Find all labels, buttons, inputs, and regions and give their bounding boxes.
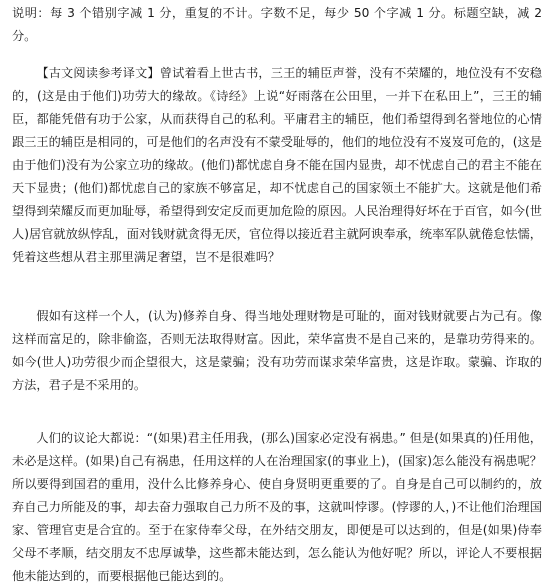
translation-paragraph-2: 假如有这样一个人，(认为)修养自身、得当地处理财物是可耻的，面对钱财就要占为己有。像这样而富足的，除非偷盗，否则无法取得财富。因此，荣华富贵不是自己来的，是靠功劳得来的。如今(世人)功劳很少而企望很大，这是蒙骗；没有功劳而谋求荣华富贵，这是诈取。蒙骗、诈取的方法，君子是不采用的。 <box>12 309 542 392</box>
translation-paragraph-3: 人们的议论大都说：“(如果)君主任用我，(那么)国家必定没有祸患。” 但是(如果真的)任用他，未必是这样。(如果)自己有祸患，任用这样的人在治理国家(的事业上)，(国家)怎么能没有祸患呢？所以要得到国君的重用，没什么比修养身心、使自身贤明更重要的了。自身是自己可以制约的，放弃自己力所能及的事，却去奋力强取自己力所不及的事，这就叫悖谬。(悖谬的人，)不让他们治理国家、管理官吏是合宜的。至于在家侍奉父母，在外结交朋友，即便是可以达到的，但是(如果)侍奉父母不孝顺，结交朋友不忠厚诚挚，这些都未能达到，怎么能认为他好呢？所以，评论人不要根据他未能达到的，而要根据他已能达到的。 <box>12 431 542 583</box>
grading-note-paragraph: 说明：每 3 个错别字减 1 分，重复的不计。字数不足，每少 50 个字减 1 分。标题空缺，减 2 分。 <box>12 6 542 43</box>
translation-paragraph-1: 【古文阅读参考译文】曾试着看上世古书，三王的辅臣声誉，没有不荣耀的，地位没有不安稳的，(这是由于他们)功劳大的缘故。《诗经》上说“好雨落在公田里，一并下在私田上”，三王的辅臣，都能凭借有功于公家，从而获得自己的私利。平庸君主的辅臣，他们希望得到名誉地位的心情跟三王的辅臣是相同的，可是他们的名声没有不蒙受耻辱的，他们的地位没有不岌岌可危的，(这是由于他们)没有为公家立功的缘故。(他们)都忧虑自身不能在国内显贵，却不忧虑自己的君主不能在天下显贵；(他们)都忧虑自己的家族不够富足，却不忧虑自己的国家领土不能扩大。这就是他们希望得到荣耀反而更加耻辱，希望得到安定反而更加危险的原因。人民治理得好坏在于百官，如今(世人)居官就放纵悖乱，面对钱财就贪得无厌，官位得以接近君主就阿谀奉承，统率军队就倦怠怯懦，凭着这些想从君主那里满足奢望，岂不是很难吗？ <box>12 66 542 264</box>
